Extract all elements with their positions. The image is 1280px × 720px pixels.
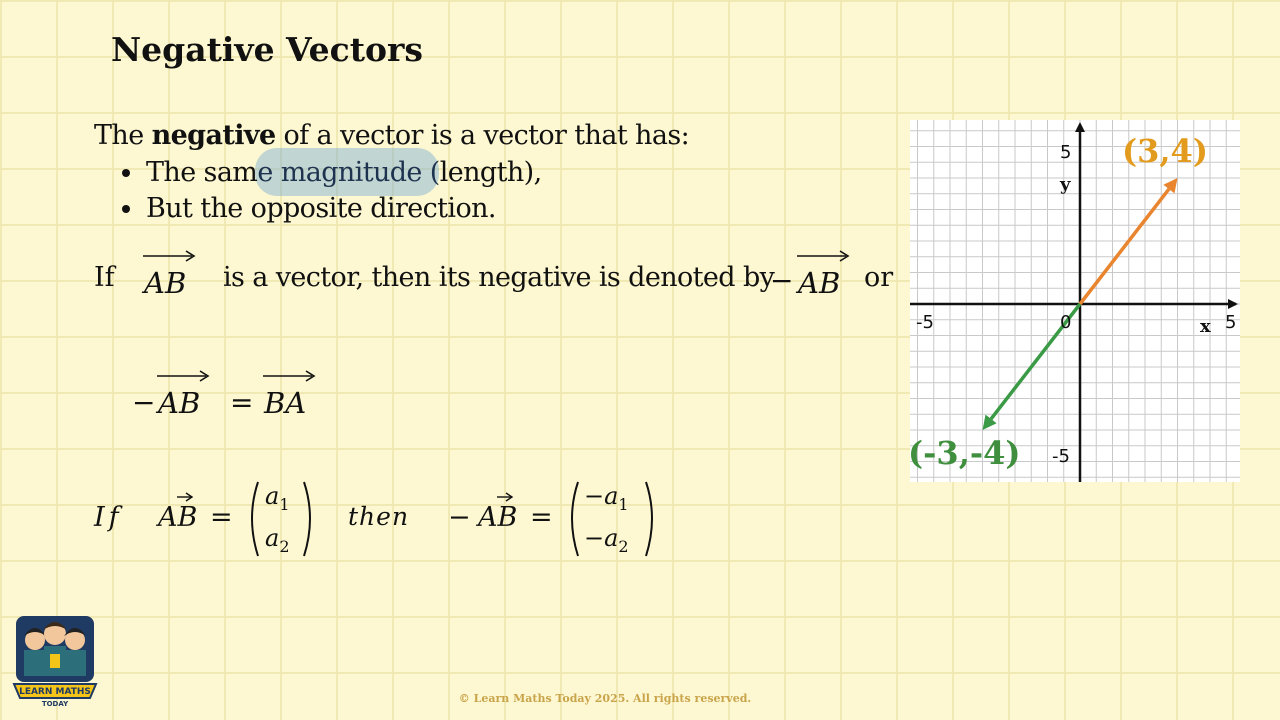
matrix-entry-neg-a1	[584, 482, 629, 514]
bullet2-text: But the opposite direction.	[146, 193, 496, 224]
eq1-equals: =	[230, 386, 254, 419]
eq2-equals: =	[210, 502, 233, 533]
matrix-entry-neg-a2	[584, 524, 629, 556]
vector-arrow-icon	[796, 250, 852, 262]
y-axis-arrowhead-icon	[1075, 122, 1085, 132]
bullet1-highlighted-text: e magnitude (	[257, 157, 440, 188]
a2-letter: a	[265, 524, 280, 552]
neg-a1-subscript: 1	[618, 494, 629, 514]
vector-arrow-icon	[142, 250, 198, 262]
eq2-then: then	[348, 502, 410, 531]
point-label-positive: (3,4)	[1122, 132, 1208, 170]
vector-arrow-icon	[176, 492, 196, 502]
coordinate-graph	[910, 120, 1240, 482]
eq2-vector-ab: AB	[158, 502, 198, 533]
vector-positive-line	[1080, 189, 1169, 304]
a2-subscript: 2	[279, 536, 290, 556]
x-axis-arrowhead-icon	[1228, 299, 1238, 309]
logo-text-line1: LEARN MATHS	[19, 687, 91, 697]
point-label-negative: (-3,-4)	[908, 434, 1021, 472]
x-tick-neg5: -5	[916, 312, 934, 333]
y-axis-label: y	[1060, 174, 1071, 195]
def-vector-ab-2: AB	[798, 266, 841, 300]
graph-grid	[910, 120, 1240, 482]
bullet-item	[120, 155, 542, 191]
eq1-minus: −	[132, 386, 156, 419]
eq2-vector-ab-2: AB	[478, 502, 518, 533]
bullet1-text-a: The sam	[146, 157, 258, 188]
neg-a2-subscript: 2	[618, 536, 629, 556]
def-minus: −	[770, 264, 794, 297]
bullet-list	[120, 155, 542, 227]
intro-suffix: of a vector is a vector that has:	[275, 120, 690, 151]
a1-subscript: 1	[279, 494, 290, 514]
eq1-lhs-vector: AB	[158, 386, 201, 420]
eq2-equals-2: =	[530, 502, 553, 533]
x-tick-pos5: 5	[1225, 312, 1237, 333]
copyright-notice: © Learn Maths Today 2025. All rights reserved.	[458, 692, 752, 705]
intro-bold-word: negative	[151, 120, 276, 151]
intro-sentence	[94, 120, 689, 151]
eq2-if: If	[94, 502, 123, 533]
vector-arrow-icon	[156, 370, 212, 382]
x-axis-label: x	[1200, 316, 1211, 337]
intro-prefix: The	[94, 120, 152, 151]
eq2-minus: −	[448, 502, 471, 533]
bullet-dot-icon	[122, 205, 130, 213]
a1-letter: a	[265, 482, 280, 510]
def-if: If	[94, 262, 115, 293]
bullet-dot-icon	[122, 169, 130, 177]
def-vector-ab: AB	[144, 266, 187, 300]
logo-text-line2: TODAY	[41, 700, 69, 708]
y-tick-pos5: 5	[1060, 142, 1072, 163]
matrix-entry-a1	[265, 482, 290, 514]
matrix-entry-a2	[265, 524, 290, 556]
def-or: or	[864, 262, 894, 293]
vector-arrow-icon	[496, 492, 516, 502]
eq1-rhs-vector: BA	[264, 386, 307, 420]
slide-title: Negative Vectors	[111, 30, 423, 69]
vector-arrow-icon	[262, 370, 318, 382]
bullet1-text-b: length),	[439, 157, 542, 188]
neg-a1-letter: −a	[584, 482, 619, 510]
bullet-item	[120, 191, 542, 227]
def-middle-text: is a vector, then its negative is denoted by	[223, 262, 775, 293]
neg-a2-letter: −a	[584, 524, 619, 552]
origin-label: 0	[1060, 312, 1072, 333]
y-tick-neg5: -5	[1052, 446, 1070, 467]
